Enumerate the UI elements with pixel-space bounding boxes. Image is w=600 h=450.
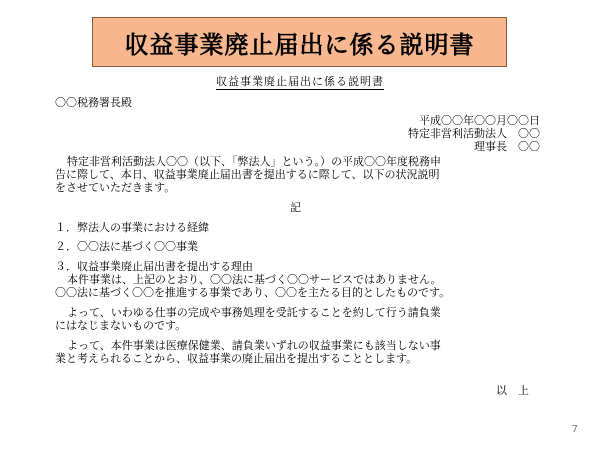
sender-org: 特定非営利活動法人 〇〇 <box>408 127 540 140</box>
ki-heading: 記 <box>290 201 301 214</box>
item-1: １．弊法人の事業における経緯 <box>55 221 209 234</box>
reason-line-1: 本件事業は、上記のとおり、〇〇法に基づく〇〇サービスではありません。 <box>67 273 442 286</box>
slide-title: 収益事業廃止届出に係る説明書 <box>124 30 475 59</box>
page-number: 7 <box>571 424 578 435</box>
intro-line-2: 告に際して、本日、収益事業廃止届出書を提出するに際して、以下の状況説明 <box>55 168 440 181</box>
sender-title: 理事長 〇〇 <box>474 140 540 153</box>
intro-line-3: をさせていただきます。 <box>55 181 176 194</box>
closing: 以 上 <box>496 384 529 397</box>
paragraph-3-line-1: よって、本件事業は医療保健業、請負業いずれの収益事業にも該当しない事 <box>67 339 441 352</box>
item-3: ３．収益事業廃止届出書を提出する理由 <box>55 260 253 273</box>
paragraph-3-line-2: 業と考えられることから、収益事業の廃止届出を提出することとします。 <box>55 352 418 365</box>
date: 平成〇〇年〇〇月〇〇日 <box>419 114 540 127</box>
reason-line-2: 〇〇法に基づく〇〇を推進する事業であり、〇〇を主たる目的としたものです。 <box>55 286 451 299</box>
paragraph-2-line-1: よって、いわゆる仕事の完成や事務処理を受託することを約して行う請負業 <box>67 306 441 319</box>
paragraph-2-line-2: にはなじまないものです。 <box>55 319 187 332</box>
document-title: 収益事業廃止届出に係る説明書 <box>216 75 384 88</box>
document-title-wrap <box>0 75 600 88</box>
addressee: 〇〇税務署長殿 <box>55 96 132 109</box>
item-2: ２．〇〇法に基づく〇〇事業 <box>55 240 198 253</box>
intro-line-1: 特定非営利活動法人〇〇（以下、「弊法人」という。）の平成〇〇年度税務申 <box>67 155 441 168</box>
